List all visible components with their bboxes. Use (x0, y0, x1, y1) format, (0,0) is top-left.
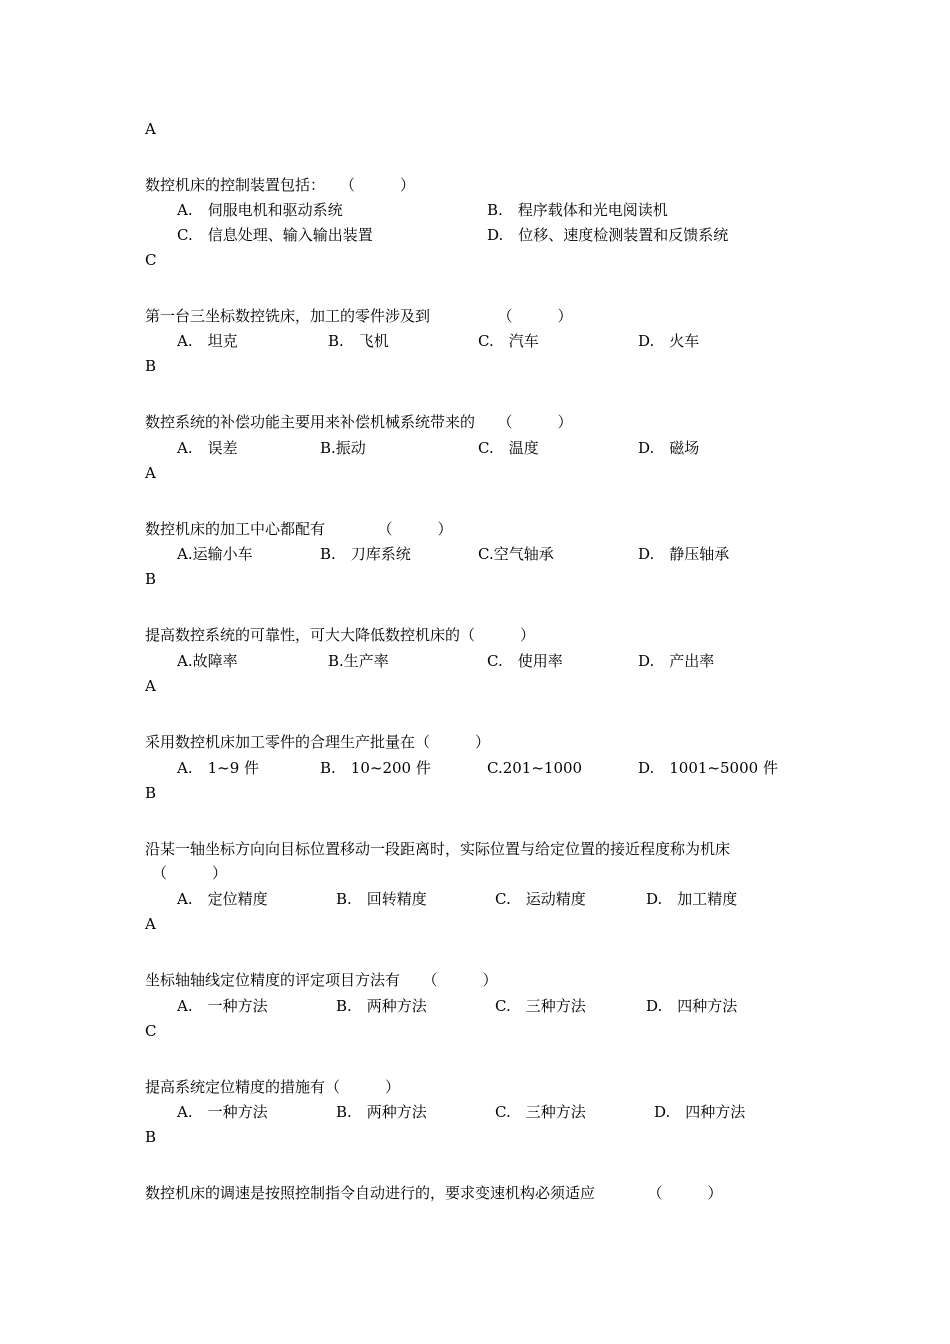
question-5-option-c: C. 使用率 (487, 652, 563, 670)
question-7-option-d: D. 加工精度 (646, 890, 738, 908)
question-2-answer: B (145, 357, 157, 375)
question-8-option-b: B. 两种方法 (336, 997, 427, 1015)
question-8-option-c: C. 三种方法 (495, 997, 586, 1015)
question-9-answer: B (145, 1128, 157, 1146)
question-1-stem: 数控机床的控制装置包括： （ ） (145, 176, 416, 194)
question-4-option-c: C.空气轴承 (478, 545, 554, 563)
question-7-option-a: A. 定位精度 (177, 890, 268, 908)
question-4-option-b: B. 刀库系统 (320, 545, 411, 563)
question-9-option-c: C. 三种方法 (495, 1103, 586, 1121)
question-3-option-a: A. 误差 (177, 439, 238, 457)
question-8-stem: 坐标轴轴线定位精度的评定项目方法有 （ ） (145, 971, 498, 989)
question-7-option-c: C. 运动精度 (495, 890, 586, 908)
question-8-option-d: D. 四种方法 (646, 997, 738, 1015)
question-2-option-a: A. 坦克 (177, 332, 238, 350)
question-1-option-c: C. 信息处理、输入输出装置 (177, 226, 373, 244)
answer-0: A (145, 120, 156, 138)
question-8-answer: C (145, 1022, 157, 1040)
question-6-option-a: A. 1~9 件 (177, 759, 260, 777)
question-9-stem: 提高系统定位精度的措施有（ ） (145, 1078, 401, 1096)
question-6-option-c: C.201~1000 (487, 759, 583, 777)
question-3-stem: 数控系统的补偿功能主要用来补偿机械系统带来的 （ ） (145, 413, 573, 431)
question-4-stem: 数控机床的加工中心都配有 （ ） (145, 520, 453, 538)
question-4-answer: B (145, 570, 157, 588)
question-1-option-b: B. 程序载体和光电阅读机 (487, 201, 668, 219)
question-6-option-b: B. 10~200 件 (320, 759, 431, 777)
question-1-answer: C (145, 251, 157, 269)
question-5-answer: A (145, 677, 156, 695)
question-5-option-a: A.故障率 (177, 652, 238, 670)
question-6-stem: 采用数控机床加工零件的合理生产批量在（ ） (145, 733, 491, 751)
question-1-option-a: A. 伺服电机和驱动系统 (177, 201, 343, 219)
question-7-stem: 沿某一轴坐标方向向目标位置移动一段距离时，实际位置与给定位置的接近程度称为机床 (145, 840, 731, 858)
question-5-option-d: D. 产出率 (638, 652, 715, 670)
question-5-option-b: B.生产率 (328, 652, 389, 670)
question-3-option-b: B.振动 (320, 439, 366, 457)
question-2-option-d: D. 火车 (638, 332, 700, 350)
question-7-option-b: B. 回转精度 (336, 890, 427, 908)
question-4-option-a: A.运输小车 (177, 545, 253, 563)
question-8-option-a: A. 一种方法 (177, 997, 268, 1015)
question-7-stem-bracket: （ ） (152, 864, 228, 882)
question-3-option-c: C. 温度 (478, 439, 539, 457)
question-9-option-a: A. 一种方法 (177, 1103, 268, 1121)
question-6-option-d: D. 1001~5000 件 (638, 759, 778, 777)
question-1-option-d: D. 位移、速度检测装置和反馈系统 (487, 226, 729, 244)
question-9-option-b: B. 两种方法 (336, 1103, 427, 1121)
question-2-stem: 第一台三坐标数控铣床，加工的零件涉及到 （ ） (145, 307, 573, 325)
question-3-option-d: D. 磁场 (638, 439, 700, 457)
question-6-answer: B (145, 784, 157, 802)
question-5-stem: 提高数控系统的可靠性，可大大降低数控机床的（ ） (145, 626, 536, 644)
question-4-option-d: D. 静压轴承 (638, 545, 730, 563)
question-10-stem: 数控机床的调速是按照控制指令自动进行的，要求变速机构必须适应 （ ） (145, 1184, 723, 1202)
question-9-option-d: D. 四种方法 (654, 1103, 746, 1121)
question-3-answer: A (145, 464, 156, 482)
question-2-option-b: B. 飞机 (328, 332, 389, 350)
question-7-answer: A (145, 915, 156, 933)
question-2-option-c: C. 汽车 (478, 332, 539, 350)
